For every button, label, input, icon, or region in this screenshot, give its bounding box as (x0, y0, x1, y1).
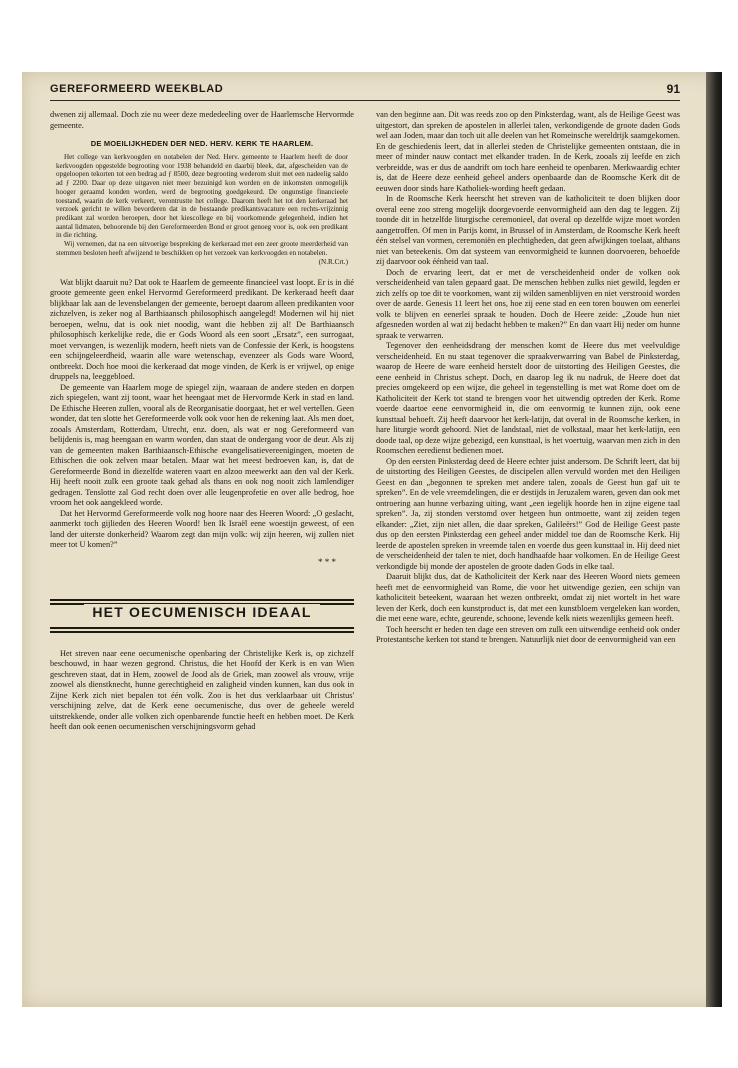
page-header (50, 80, 680, 101)
body-paragraph: van den beginne aan. Dit was reeds zoo op den Pinksterdag, want, als de Heilige Geest was uitgestort, dan spreken de apostelen in allerlei talen, verkondigende de groote daden Gods wel aan Joden, maar dan toch uit alle deelen van het Romeinsche wereldrijk saamgekomen. En de geschiedenis leert, dat in allerlei steden de Christelijke gemeenten ontstaan, die in meer of minder nauw contact met elkander traden. In de Kerk, zooals zij leefde en zich verbreidde, was er dus de aandrift om toch hare eenheid te openbaren. Merkwaardig echter is, dat de Heere deze eenheid geheel anders openbaarde dan de Roomsche Kerk dit de eeuwen door sinds hare Katholiek-wording heeft gedaan. (376, 110, 680, 193)
news-section-title: DE MOEILIJKHEDEN DER NED. HERV. KERK TE HAARLEM. (90, 139, 314, 148)
page-number: 91 (666, 82, 680, 96)
body-paragraph: Dat het Hervormd Gereformeerde volk nog hoore naar des Heeren Woord: „O geslacht, aanmerkt toch gijlieden des Heeren Woord! ben Ik Israël eene woestijn geweest, of een land der uiterste donkerheid? Waarom zegt dan mijn volk: wij zijn heeren, wij zullen niet meer tot U komen?” (50, 508, 354, 550)
right-column (376, 110, 680, 1000)
body-paragraph: Toch heerscht er heden ten dage een streven om zulk een uitwendige eenheid ook onder Protestantsche kerken tot stand te brengen. Natuurlijk niet door de eenvormigheid van een (376, 624, 680, 644)
body-paragraph: Wat blijkt daaruit nu? Dat ook te Haarlem de gemeente financieel vast loopt. Er is in dié groote gemeente geen enkel Hervormd Gereformeerd predikant. De kerkeraad heeft daar blijkbaar lak aan de levensbelangen der gemeente, beroept daarom alleen predikanten voor zichzelven, is zeker nog al Barthiaansch philosophisch aangelegd! Modernen wil hij niet beroepen, welnu, dat is ook niet noodig, want die hebben zij al! De Barthiaansch philosophisch kerkelijke rede, die er Gods Woord als een soort „Ersatz”, een surrogaat, moet vervangen, is wezenlijk modern, heeft niets van de Confessie der Kerk, is hoogstens een schijngeleerdheid, waarin alle ware wetenschap, evenzeer als Gods ware Woord, ontbreekt. Doch hoe mooi die kerkeraad dat moge vinden, de Kerk is er vrijwel, op enige druppels na, leeggebloed. (50, 277, 354, 382)
body-paragraph: In de Roomsche Kerk heerscht het streven van de katholiciteit te doen blijken door overal eene zoo streng mogelijk doorgevoerde eenvormigheid aan den dag te leggen. Zij toonde dit in hetzelfde liturgische ceremonieel, dat overal op dezelfde wijze moet worden aangetroffen. Of men in Parijs komt, in Brussel of in Amsterdam, de Roomsche Kerk heeft één stelsel van vormen, ceremoniën en plechtigheden, dat geen afwijkingen toelaat, althans niet van beteekenis. Om dat systeem van eenvormigheid te kunnen doorvoeren, behoefde zij daarvoor ook éénheid van taal. (376, 194, 680, 266)
body-paragraph: Tegenover den eenheidsdrang der menschen komt de Heere dus met veelvuldige verscheidenheid. En nu staat tegenover die spraakverwarring van Babel de Pinksterdag, waarop de Heere de ware eenheid herstelt door de uitstorting des Heiligen Geestes, die eene eenheid in Christus schept. Doch, en daarop leg ik nu nadruk, de Heere doet dat precies omgekeerd op een wijze, die geheel in tegenstelling is met wat Rome doet om de Katholiciteit der Kerk tot stand te brengen voor het uitwendig optreden der Kerk. Rome voerde daartoe eene eenvormigheid in, die om eenvormig te kunnen zijn, ook eene kunsttaal behoeft. Zij heeft daarvoor het kerk-latijn, dat overal in de Roomsche kerken, in hare liturgie wordt gehoord. Niet de landstaal, niet de volkstaal, maar het kerk-latijn, een doode taal, op deze wijze gebezigd, een kunsttaal, is het voertuig, waarvan men zich in den Roomschen eeredienst bedienen moet. (376, 341, 680, 455)
banner-rule (50, 599, 354, 601)
article-title-text: HET OECUMENISCH IDEAAL (84, 604, 319, 620)
body-paragraph: Doch de ervaring leert, dat er met de verscheidenheid onder de volken ook verscheidenheid van talen gepaard gaat. De menschen hebben zulks niet gewild, legden er zich zelfs op toe dit te voorkomen, want zij wilden samenblijven en niet verstrooid worden over de aarde. Genesis 11 leert het ons, hoe zij eene stad en een toren bouwen om eenerlei volk te blijven en eenerlei spraak te houden. Doch de Heere zeide: „Zoude hun niet afgesneden worden al wat zij bedacht hebben te maken?” En dan vaart Hij neder om hunne spraak te verwarren. (376, 267, 680, 340)
ornament-text: * * * (318, 556, 336, 567)
left-column (50, 110, 354, 1000)
body-paragraph: Het streven naar eene oecumenische openbaring der Christelijke Kerk is, op zichzelf beschouwd, in haar wezen gegrond. Christus, die het Hoofd der Kerk is en van Wien geschreven staat, dat in Hem, zoowel de Jood als de Griek, man zoowel als vrouw, vrije zoowel als dienstknecht, hunne gerechtigheid en zaligheid vinden kunnen, kan dus ook in Zijne Kerk zich niet bepalen tot één volk. Zoo is het dus verklaarbaar uit Christus' verschijning zelve, dat de Kerk eene oecumenische, dus over de geheele wereld uitstrekkende, onder alle volken zich openbarende functie heeft en hebben moet. De Kerk heeft dan ook eenen oecumenischen verschijningsvorm gehad (50, 648, 354, 732)
news-paragraph: Het college van kerkvoogden en notabelen der Ned. Herv. gemeente te Haarlem heeft de door kerkvoogden opgestelde begrooting voor 1938 behandeld en daarbij bleek, dat, afgescheiden van de opgeloopen tekorten tot een bedrag ad ƒ 8500, deze begrooting wederom sluit met een nadeelig saldo ad ƒ 2200. Daar op deze uitgaven niet meer bezuinigd kon worden en de inkomsten onmogelijk hooger geraamd konden worden, werd de begrooting goedgekeurd. De ongunstige financieele toestand, waarin de kerk verkeert, verontrustte het college. Daarom heeft het tot den kerkeraad het verzoek gericht te willen bevorderen dat in de bestaande predikantsvacature een rechts-vrijzinnig predikant zal worden beroepen, door het kiescollege en bij voorkomende gelegenheid, indien het aantal lidmaten, behoorende bij den Gereformeerden Bond er groot genoeg voor is, ook een predikant in die richting. (56, 153, 348, 240)
binding-edge (706, 72, 722, 1007)
banner-rule (50, 631, 354, 633)
publication-title: GEREFORMEERD WEEKBLAD (50, 83, 224, 95)
intro-paragraph: dwenen zij allemaal. Doch zie nu weer deze mededeeling over de Haarlemsche Hervormde gemeente. (50, 110, 354, 130)
news-clipping (56, 153, 348, 257)
banner-rule (50, 627, 354, 629)
article-banner (50, 595, 354, 635)
body-paragraph: Daaruit blijkt dus, dat de Katholiciteit der Kerk naar des Heeren Woord niets gemeen heeft met de eenvormigheid van Rome, die voor het uitwendige gezien, een schijn van katholiciteit beteekent, waaraan het wezen ontbreekt, omdat zij niet wortelt in het ware leven der Kerk, doch een kunstproduct is, dat met een kunstbloem vergeleken kan worden, die met eene ware, echte, geurende, schoone, levende kelk niets wezenlijks gemeen heeft. (376, 572, 680, 623)
body-paragraph: De gemeente van Haarlem moge de spiegel zijn, waaraan de andere steden en dorpen zich spiegelen, want zij toont, waar het heengaat met de Hervormde Kerk in stad en land. De Ethische Heeren zullen, vooral als de Reorganisatie doorgaat, het er wel vertellen. Geen wonder, dat ten slotte het Gereformeerde volk ook voor hen de rekening laat. Als men doet, zooals Amsterdam, Rotterdam, Utrecht, enz. doen, als wat er nog Gereformeerd van belijdenis is, mag heengaan en warm worden, dan staat de ondergang voor de deur. Als zij van de gemeenten maken Barthiaansch-Ethische evangelisatievereenigingen, moeten de Ethischen die ook zelven maar betalen. Maar wat het meest bedroeven kan, is, dat de Gereformeerde Bond in diezelfde wateren vaart en alzoo meewerkt aan den val der Kerk. Hij heeft nooit zulk een groote taak gehad als thans en ook nog nooit zich lamlendiger gedragen. Tenslotte zal God recht doen over alle leugenprofetie en over alle bedrog, hoe vroom het ook aangekleed worde. (50, 382, 354, 508)
body-paragraph: Op den eersten Pinksterdag deed de Heere echter juist andersom. De Schrift leert, dat bij de uitstorting des Heiligen Geestes, de discipelen allen vervuld worden met den Heiligen Geest en dan „begonnen te spreken met andere talen, zooals de Geest hun gaf uit te spreken”. En de vele vreemdelingen, die er destijds in Jeruzalem waren, geven dan ook met ontroering aan hunne verbazing uiting, want „een iegelijk hoorde hen in zijne eigene taal spreken”. Ja, zij stonden verstomd over hetgeen hun ontmoette, want zij zeiden tegen elkander: „Ziet, zijn niet allen, die daar spreken, Galileërs!” God de Heilige Geest paste dus op den eersten Pinksterdag een geheel ander middel toe dan de Roomsche Kerk. Hij leerde de apostelen spreken in vreemde talen en voerde dus geen kunsttaal in. Hij deed niet de verscheidenheid der talen te niet, doch handhaafde haar volkomen. En de Heilige Geest verkondigde bij monde der apostelen de groote daden Gods in elke taal. (376, 456, 680, 571)
news-source: (N.R.Crt.) (318, 258, 348, 267)
news-paragraph: Wij vernemen, dat na een uitvoerige bespreking de kerkeraad met een zeer groote meerderheid van stemmen besloten heeft afwijzend te beschikken op het verzoek van kerkvoogden en notabelen. (56, 240, 348, 257)
article-title (50, 603, 354, 620)
ornament-stars (50, 551, 354, 585)
newspaper-page (22, 72, 722, 1007)
